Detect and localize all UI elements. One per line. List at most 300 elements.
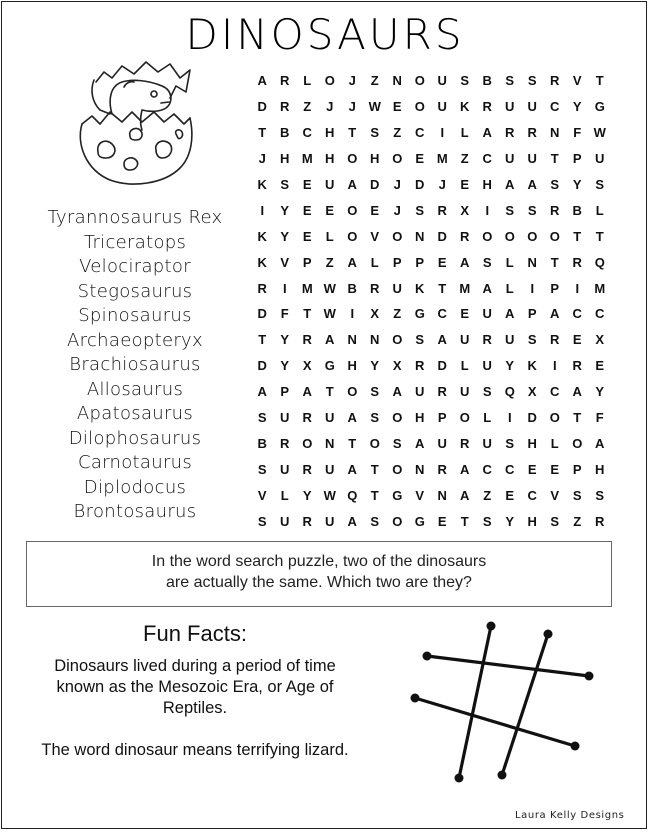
grid-letter[interactable]: O	[459, 409, 470, 425]
grid-letter[interactable]: S	[370, 409, 380, 425]
grid-letter[interactable]: Q	[594, 254, 605, 270]
grid-letter[interactable]: N	[415, 228, 425, 244]
grid-letter[interactable]: Z	[460, 151, 469, 167]
grid-letter[interactable]: H	[415, 409, 425, 425]
grid-letter[interactable]: I	[485, 202, 490, 218]
grid-letter[interactable]: R	[415, 358, 425, 374]
grid-letter[interactable]: U	[437, 99, 447, 115]
grid-letter[interactable]: T	[460, 513, 469, 529]
grid-letter[interactable]: J	[326, 99, 334, 115]
grid-letter[interactable]: T	[550, 254, 559, 270]
credit-text: Laura Kelly Designs	[515, 810, 625, 821]
grid-letter[interactable]: T	[550, 151, 559, 167]
grid-letter[interactable]: S	[595, 487, 605, 503]
grid-letter[interactable]: T	[370, 487, 379, 503]
grid-letter[interactable]: K	[460, 99, 470, 115]
grid-letter[interactable]: S	[482, 384, 492, 400]
grid-letter[interactable]: Z	[370, 73, 379, 89]
grid-letter[interactable]: R	[550, 202, 560, 218]
grid-letter[interactable]: J	[348, 73, 356, 89]
grid-letter[interactable]: S	[370, 513, 380, 529]
grid-letter[interactable]: E	[370, 202, 380, 218]
grid-letter[interactable]: M	[301, 280, 313, 296]
grid-letter[interactable]: I	[350, 306, 355, 322]
grid-letter[interactable]: L	[483, 409, 492, 425]
grid-letter[interactable]: S	[257, 461, 267, 477]
grid-letter[interactable]: J	[393, 176, 401, 192]
grid-letter[interactable]: P	[302, 254, 312, 270]
grid-letter[interactable]: R	[302, 332, 312, 348]
grid-letter[interactable]: U	[280, 513, 290, 529]
grid-letter[interactable]: O	[347, 151, 358, 167]
word-list	[40, 206, 230, 525]
grid-letter[interactable]: F	[595, 409, 604, 425]
grid-letter[interactable]: T	[258, 125, 267, 141]
grid-letter[interactable]: T	[438, 280, 447, 296]
grid-letter[interactable]: E	[572, 332, 582, 348]
grid-letter[interactable]: U	[505, 99, 515, 115]
grid-letter[interactable]: R	[595, 513, 605, 529]
grid-letter[interactable]: A	[392, 384, 402, 400]
grid-letter[interactable]: T	[573, 409, 582, 425]
grid-letter[interactable]: U	[325, 513, 335, 529]
grid-letter[interactable]: R	[437, 202, 447, 218]
grid-letter[interactable]: P	[527, 306, 537, 322]
grid-letter[interactable]: C	[550, 99, 560, 115]
grid-letter[interactable]: D	[437, 358, 447, 374]
grid-letter[interactable]: Y	[280, 228, 290, 244]
grid-letter[interactable]: S	[550, 176, 560, 192]
grid-letter[interactable]: R	[572, 254, 582, 270]
grid-letter[interactable]: A	[257, 73, 267, 89]
grid-letter[interactable]: S	[415, 202, 425, 218]
grid-letter[interactable]: D	[257, 306, 267, 322]
grid-letter[interactable]: C	[572, 306, 582, 322]
grid-letter[interactable]: C	[595, 306, 605, 322]
grid-letter[interactable]: R	[482, 99, 492, 115]
grid-letter[interactable]: M	[436, 151, 448, 167]
grid-letter[interactable]: T	[348, 125, 357, 141]
grid-letter[interactable]: A	[505, 176, 515, 192]
grid-letter[interactable]: I	[282, 280, 287, 296]
grid-letter[interactable]: W	[323, 306, 336, 322]
grid-letter[interactable]: O	[347, 384, 358, 400]
grid-letter[interactable]: A	[595, 435, 605, 451]
grid-letter[interactable]: S	[370, 125, 380, 141]
grid-letter[interactable]: E	[460, 306, 470, 322]
grid-letter[interactable]: Z	[325, 254, 334, 270]
grid-letter[interactable]: V	[572, 73, 582, 89]
grid-letter[interactable]: Q	[347, 487, 358, 503]
grid-letter[interactable]: Y	[595, 384, 605, 400]
grid-letter[interactable]: I	[260, 202, 265, 218]
grid-letter[interactable]: S	[482, 513, 492, 529]
grid-letter[interactable]: O	[369, 435, 380, 451]
grid-letter[interactable]: H	[325, 151, 335, 167]
grid-letter[interactable]: A	[347, 513, 357, 529]
grid-letter[interactable]: E	[302, 202, 312, 218]
grid-letter[interactable]: E	[527, 461, 537, 477]
grid-letter[interactable]: O	[302, 435, 313, 451]
grid-letter[interactable]: V	[257, 487, 267, 503]
grid-letter[interactable]: Q	[504, 384, 515, 400]
grid-letter[interactable]: Y	[280, 358, 290, 374]
grid-letter[interactable]: O	[414, 99, 425, 115]
grid-letter[interactable]: C	[415, 125, 425, 141]
grid-letter[interactable]: A	[347, 176, 357, 192]
grid-letter[interactable]: R	[482, 332, 492, 348]
grid-letter[interactable]: X	[527, 384, 537, 400]
grid-letter[interactable]: N	[550, 125, 560, 141]
grid-letter[interactable]: T	[348, 435, 357, 451]
grid-letter[interactable]: S	[572, 487, 582, 503]
grid-letter[interactable]: I	[530, 280, 535, 296]
grid-letter[interactable]: O	[347, 228, 358, 244]
grid-letter[interactable]: A	[415, 435, 425, 451]
grid-letter[interactable]: T	[595, 73, 604, 89]
grid-letter[interactable]: V	[280, 254, 290, 270]
grid-letter[interactable]: O	[392, 409, 403, 425]
grid-letter[interactable]: W	[323, 280, 336, 296]
grid-letter[interactable]: B	[280, 125, 290, 141]
grid-letter[interactable]: E	[460, 176, 470, 192]
grid-letter[interactable]: R	[257, 280, 267, 296]
grid-letter[interactable]: N	[392, 73, 402, 89]
grid-letter[interactable]: N	[527, 254, 537, 270]
grid-letter[interactable]: X	[392, 358, 402, 374]
grid-letter[interactable]: D	[370, 176, 380, 192]
grid-letter[interactable]: R	[460, 435, 470, 451]
grid-letter[interactable]: O	[414, 73, 425, 89]
grid-letter[interactable]: F	[573, 125, 582, 141]
grid-letter[interactable]: G	[392, 487, 403, 503]
grid-letter[interactable]: H	[347, 358, 357, 374]
grid-letter[interactable]: Y	[302, 487, 312, 503]
grid-letter[interactable]: M	[594, 280, 606, 296]
grid-letter[interactable]: N	[347, 332, 357, 348]
grid-letter[interactable]: R	[572, 358, 582, 374]
grid-letter[interactable]: L	[303, 73, 312, 89]
grid-letter[interactable]: S	[392, 435, 402, 451]
grid-letter[interactable]: E	[437, 254, 447, 270]
grid-letter[interactable]: A	[257, 384, 267, 400]
grid-letter[interactable]: A	[527, 176, 537, 192]
grid-letter[interactable]: O	[572, 435, 583, 451]
grid-letter[interactable]: O	[392, 332, 403, 348]
grid-letter[interactable]: U	[280, 461, 290, 477]
grid-letter[interactable]: O	[527, 228, 538, 244]
grid-letter[interactable]: R	[437, 461, 447, 477]
grid-letter[interactable]: G	[594, 99, 605, 115]
grid-letter[interactable]: C	[482, 461, 492, 477]
grid-letter[interactable]: J	[348, 99, 356, 115]
grid-letter[interactable]: P	[550, 280, 560, 296]
grid-letter[interactable]: H	[527, 513, 537, 529]
grid-letter[interactable]: W	[368, 99, 381, 115]
grid-letter[interactable]: S	[482, 254, 492, 270]
grid-letter[interactable]: N	[415, 461, 425, 477]
grid-letter[interactable]: K	[257, 254, 267, 270]
grid-letter[interactable]: C	[505, 461, 515, 477]
grid-letter[interactable]: A	[302, 384, 312, 400]
grid-letter[interactable]: N	[437, 487, 447, 503]
grid-letter[interactable]: V	[415, 487, 425, 503]
grid-letter[interactable]: H	[370, 151, 380, 167]
grid-letter[interactable]: S	[505, 73, 515, 89]
grid-letter[interactable]: P	[280, 384, 290, 400]
grid-letter[interactable]: S	[257, 513, 267, 529]
grid-letter[interactable]: R	[505, 125, 515, 141]
grid-letter[interactable]: U	[505, 151, 515, 167]
grid-letter[interactable]: Z	[303, 99, 312, 115]
grid-letter[interactable]: Z	[573, 513, 582, 529]
grid-letter[interactable]: N	[370, 332, 380, 348]
grid-letter[interactable]: L	[460, 125, 469, 141]
grid-letter[interactable]: O	[549, 409, 560, 425]
grid-letter[interactable]: Y	[572, 176, 582, 192]
grid-letter[interactable]: O	[482, 228, 493, 244]
grid-letter[interactable]: T	[325, 384, 334, 400]
question-line: are actually the same. Which two are they?	[166, 574, 472, 591]
grid-letter[interactable]: D	[415, 176, 425, 192]
grid-letter[interactable]: A	[482, 125, 492, 141]
grid-letter[interactable]: Y	[280, 202, 290, 218]
word-list-item: Dilophosaurus	[68, 427, 202, 449]
grid-letter[interactable]: Y	[280, 332, 290, 348]
grid-letter[interactable]: R	[550, 73, 560, 89]
grid-letter[interactable]: L	[325, 228, 334, 244]
grid-letter[interactable]: U	[460, 384, 470, 400]
grid-letter[interactable]: A	[347, 254, 357, 270]
grid-letter[interactable]: E	[302, 176, 312, 192]
grid-letter[interactable]: S	[370, 384, 380, 400]
grid-letter[interactable]: L	[460, 358, 469, 374]
grid-letter[interactable]: W	[593, 125, 606, 141]
grid-letter[interactable]: O	[392, 513, 403, 529]
grid-letter[interactable]: S	[257, 409, 267, 425]
grid-letter[interactable]: Y	[505, 513, 515, 529]
grid-letter[interactable]: S	[280, 176, 290, 192]
grid-letter[interactable]: H	[527, 435, 537, 451]
grid-letter[interactable]: H	[280, 151, 290, 167]
grid-letter[interactable]: A	[437, 332, 447, 348]
grid-letter[interactable]: V	[550, 487, 560, 503]
grid-letter[interactable]: A	[325, 332, 335, 348]
grid-letter[interactable]: K	[415, 280, 425, 296]
grid-letter[interactable]: A	[347, 409, 357, 425]
grid-letter[interactable]: C	[437, 306, 447, 322]
grid-letter[interactable]: S	[595, 176, 605, 192]
grid-letter[interactable]: R	[302, 513, 312, 529]
grid-letter[interactable]: B	[257, 435, 267, 451]
grid-letter[interactable]: U	[325, 176, 335, 192]
grid-letter[interactable]: L	[505, 254, 514, 270]
grid-letter[interactable]: R	[302, 461, 312, 477]
grid-letter[interactable]: H	[595, 461, 605, 477]
grid-letter[interactable]: A	[460, 461, 470, 477]
grid-letter[interactable]: A	[460, 254, 470, 270]
grid-letter[interactable]: B	[572, 202, 582, 218]
grid-letter[interactable]: T	[258, 332, 267, 348]
grid-letter[interactable]: D	[527, 409, 537, 425]
grid-letter[interactable]: Z	[393, 306, 402, 322]
grid-letter[interactable]: T	[573, 228, 582, 244]
grid-letter[interactable]: R	[460, 228, 470, 244]
grid-letter[interactable]: O	[504, 228, 515, 244]
grid-letter[interactable]: S	[505, 435, 515, 451]
grid-letter[interactable]: C	[482, 151, 492, 167]
grid-letter[interactable]: E	[550, 461, 560, 477]
grid-letter[interactable]: G	[324, 358, 335, 374]
grid-letter[interactable]: L	[505, 280, 514, 296]
grid-letter[interactable]: U	[437, 73, 447, 89]
grid-letter[interactable]: U	[482, 306, 492, 322]
grid-letter[interactable]: X	[595, 332, 605, 348]
grid-letter[interactable]: V	[370, 228, 380, 244]
word-list-item: Spinosaurus	[78, 305, 192, 326]
grid-letter[interactable]: R	[302, 409, 312, 425]
grid-letter[interactable]: L	[370, 254, 379, 270]
grid-letter[interactable]: U	[527, 151, 537, 167]
grid-letter[interactable]: E	[325, 202, 335, 218]
grid-letter[interactable]: U	[325, 409, 335, 425]
grid-letter[interactable]: S	[505, 202, 515, 218]
grid-letter[interactable]: C	[302, 125, 312, 141]
grid-letter[interactable]: W	[323, 487, 336, 503]
grid-letter[interactable]: E	[415, 151, 425, 167]
grid-letter[interactable]: X	[302, 358, 312, 374]
grid-letter[interactable]: Y	[505, 358, 515, 374]
grid-letter[interactable]: R	[280, 435, 290, 451]
grid-letter[interactable]: J	[438, 176, 446, 192]
grid-letter[interactable]: P	[437, 409, 447, 425]
grid-letter[interactable]: M	[301, 151, 313, 167]
grid-letter[interactable]: S	[527, 202, 537, 218]
grid-letter[interactable]: O	[392, 228, 403, 244]
word-list-item: Diplodocus	[83, 476, 187, 498]
grid-letter[interactable]: Z	[393, 125, 402, 141]
grid-letter[interactable]: H	[482, 176, 492, 192]
grid-letter[interactable]: A	[505, 306, 515, 322]
grid-letter[interactable]: Y	[370, 358, 380, 374]
grid-letter[interactable]: D	[257, 99, 267, 115]
grid-letter[interactable]: U	[437, 435, 447, 451]
grid-letter[interactable]: R	[437, 384, 447, 400]
grid-letter[interactable]: I	[552, 358, 557, 374]
dinosaur-egg-icon	[70, 52, 200, 192]
grid-letter[interactable]: G	[414, 306, 425, 322]
grid-letter[interactable]: I	[440, 125, 445, 141]
grid-letter[interactable]: Z	[483, 487, 492, 503]
grid-letter[interactable]: E	[302, 228, 312, 244]
grid-letter[interactable]: F	[280, 306, 289, 322]
grid-letter[interactable]: R	[550, 332, 560, 348]
grid-letter[interactable]: P	[572, 151, 582, 167]
grid-letter[interactable]: O	[324, 73, 335, 89]
grid-letter[interactable]: R	[280, 73, 290, 89]
grid-letter[interactable]: R	[370, 280, 380, 296]
grid-letter[interactable]: X	[460, 202, 470, 218]
fun-fact: Dinosaurs lived during a period of time known as the Mesozoic Era, or Age of Reptiles.	[54, 657, 336, 717]
grid-letter[interactable]: X	[370, 306, 380, 322]
grid-letter[interactable]: U	[392, 280, 402, 296]
grid-letter[interactable]: O	[549, 228, 560, 244]
question-line: In the word search puzzle, two of the dinosaurs	[151, 553, 487, 570]
grid-letter[interactable]: B	[347, 280, 357, 296]
grid-letter[interactable]: T	[370, 461, 379, 477]
grid-letter[interactable]: D	[437, 228, 447, 244]
grid-letter[interactable]: S	[415, 332, 425, 348]
word-search-grid[interactable]	[251, 68, 611, 534]
grid-letter[interactable]: L	[280, 487, 289, 503]
grid-letter[interactable]: H	[325, 125, 335, 141]
grid-letter[interactable]: K	[257, 176, 267, 192]
grid-letter[interactable]: K	[257, 228, 267, 244]
grid-letter[interactable]: O	[392, 151, 403, 167]
grid-letter[interactable]: S	[460, 73, 470, 89]
grid-letter[interactable]: A	[572, 384, 582, 400]
grid-letter[interactable]: R	[280, 99, 290, 115]
grid-letter[interactable]: G	[414, 513, 425, 529]
grid-letter[interactable]: A	[482, 280, 492, 296]
grid-letter[interactable]: D	[257, 358, 267, 374]
grid-letter[interactable]: P	[572, 461, 582, 477]
grid-letter[interactable]: C	[527, 487, 537, 503]
grid-letter[interactable]: U	[415, 384, 425, 400]
grid-letter[interactable]: A	[550, 306, 560, 322]
grid-letter[interactable]: B	[482, 73, 492, 89]
grid-letter[interactable]: L	[595, 202, 604, 218]
grid-letter[interactable]: U	[280, 409, 290, 425]
grid-letter[interactable]: A	[460, 487, 470, 503]
grid-letter[interactable]: M	[459, 280, 471, 296]
grid-letter[interactable]: A	[347, 461, 357, 477]
grid-letter[interactable]: T	[595, 228, 604, 244]
grid-letter[interactable]: U	[325, 461, 335, 477]
grid-letter[interactable]: I	[575, 280, 580, 296]
grid-letter[interactable]: L	[550, 435, 559, 451]
grid-letter[interactable]: S	[550, 513, 560, 529]
grid-letter[interactable]: E	[437, 513, 447, 529]
word-list-item: Stegosaurus	[77, 280, 193, 302]
grid-letter[interactable]: U	[482, 358, 492, 374]
grid-letter[interactable]: U	[527, 99, 537, 115]
fun-fact: The word dinosaur means terrifying lizard.	[41, 741, 349, 759]
grid-letter[interactable]: S	[527, 332, 537, 348]
grid-letter[interactable]: J	[393, 202, 401, 218]
grid-letter[interactable]: K	[527, 358, 537, 374]
grid-letter[interactable]: U	[460, 332, 470, 348]
grid-letter[interactable]: P	[392, 254, 402, 270]
grid-letter[interactable]: S	[527, 73, 537, 89]
grid-letter[interactable]: O	[392, 461, 403, 477]
grid-letter[interactable]: N	[325, 435, 335, 451]
grid-letter[interactable]: C	[550, 384, 560, 400]
grid-letter[interactable]: J	[258, 151, 266, 167]
grid-letter[interactable]: U	[595, 151, 605, 167]
grid-letter[interactable]: E	[595, 358, 605, 374]
grid-letter[interactable]: Y	[572, 99, 582, 115]
grid-letter[interactable]: U	[505, 332, 515, 348]
grid-letter[interactable]: I	[507, 409, 512, 425]
grid-letter[interactable]: E	[392, 99, 402, 115]
grid-letter[interactable]: T	[303, 306, 312, 322]
grid-letter[interactable]: O	[347, 202, 358, 218]
grid-letter[interactable]: U	[482, 435, 492, 451]
grid-letter[interactable]: P	[415, 254, 425, 270]
grid-letter[interactable]: R	[527, 125, 537, 141]
grid-letter[interactable]: E	[505, 487, 515, 503]
